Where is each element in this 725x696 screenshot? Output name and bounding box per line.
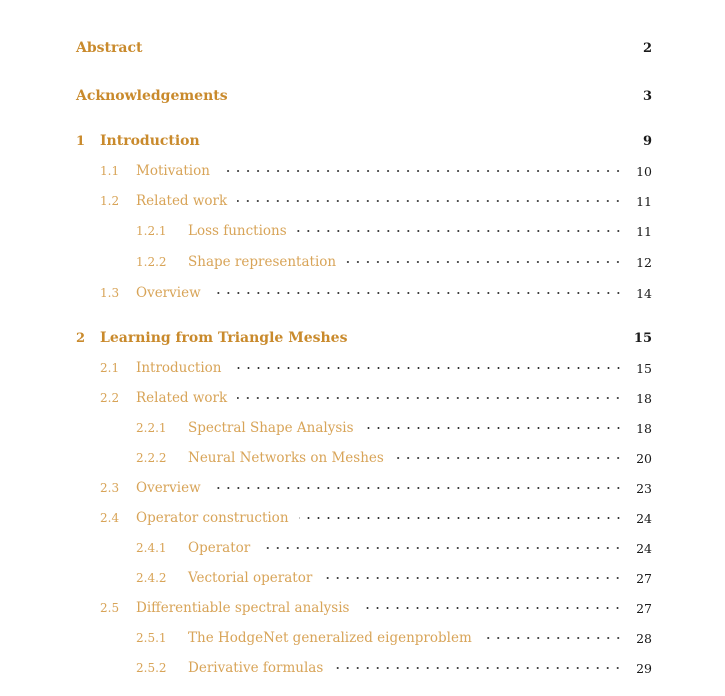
toc-leader-dots — [299, 517, 623, 519]
toc-title: Related work — [136, 390, 228, 406]
toc-page: 23 — [636, 480, 652, 496]
toc-number: 2.2.1 — [136, 421, 167, 435]
toc-page: 27 — [636, 570, 652, 586]
toc-title: Motivation — [136, 163, 210, 179]
toc-page: 3 — [642, 88, 652, 104]
toc-title: Abstract — [76, 40, 143, 56]
toc-number: 2 — [76, 330, 86, 346]
toc-title: Overview — [136, 285, 201, 301]
toc-subsection[interactable] — [0, 566, 725, 590]
toc-title: Operator — [188, 540, 251, 556]
toc-title: Derivative formulas — [188, 660, 324, 676]
toc-entry-abstract[interactable] — [0, 36, 725, 60]
toc-page: 14 — [636, 285, 652, 301]
toc-number: 1.3 — [100, 286, 120, 300]
toc-chapter-2[interactable] — [0, 326, 725, 350]
toc-leader-dots — [333, 667, 623, 669]
toc-title: Related work — [136, 193, 228, 209]
toc-title: Shape representation — [188, 254, 337, 270]
toc-leader-dots — [359, 607, 623, 609]
toc-leader-dots — [394, 457, 623, 459]
toc-page: 10 — [636, 163, 652, 179]
toc-page: 2 — [642, 40, 652, 56]
toc-number: 1.2 — [100, 194, 120, 208]
toc-leader-dots — [237, 397, 623, 399]
toc-number: 1.1 — [100, 164, 120, 178]
toc-leader-dots — [322, 577, 623, 579]
toc-section[interactable] — [0, 356, 725, 380]
toc-title: Spectral Shape Analysis — [188, 420, 354, 436]
toc-number: 1.2.1 — [136, 224, 167, 238]
toc-page: 9 — [642, 133, 652, 149]
toc-title: Operator construction — [136, 510, 289, 526]
toc-leader-dots — [482, 637, 623, 639]
toc-page: 18 — [636, 390, 652, 406]
toc-title: Learning from Triangle Meshes — [100, 330, 348, 346]
toc-section[interactable] — [0, 159, 725, 183]
toc-page: 12 — [636, 254, 652, 270]
toc-page: 18 — [636, 420, 652, 436]
toc-subsection[interactable] — [0, 416, 725, 440]
toc-number: 2.5.2 — [136, 661, 167, 675]
toc-leader-dots — [297, 230, 623, 232]
toc-number: 2.3 — [100, 481, 120, 495]
toc-subsection[interactable] — [0, 656, 725, 680]
toc-number: 2.2 — [100, 391, 120, 405]
toc-page: 29 — [636, 660, 652, 676]
toc-number: 2.5.1 — [136, 631, 167, 645]
toc-entry-acknowledgements[interactable] — [0, 84, 725, 108]
toc-page: 11 — [636, 193, 652, 209]
toc-chapter-1[interactable] — [0, 129, 725, 153]
toc-section[interactable] — [0, 386, 725, 410]
toc-leader-dots — [346, 261, 623, 263]
toc-page: 28 — [636, 630, 652, 646]
toc-number: 2.2.2 — [136, 451, 167, 465]
toc-title: Introduction — [100, 133, 200, 149]
toc-section[interactable] — [0, 476, 725, 500]
toc-leader-dots — [232, 367, 624, 369]
toc-leader-dots — [364, 427, 623, 429]
toc-leader-dots — [260, 547, 623, 549]
toc-leader-dots — [220, 170, 623, 172]
toc-section[interactable] — [0, 596, 725, 620]
toc-page: 20 — [636, 450, 652, 466]
toc-page: 24 — [636, 540, 652, 556]
toc-number: 2.4.2 — [136, 571, 167, 585]
toc-number: 2.4.1 — [136, 541, 167, 555]
toc-page: 15 — [633, 330, 652, 346]
toc-number: 1 — [76, 133, 86, 149]
toc-number: 1.2.2 — [136, 255, 167, 269]
toc-section[interactable] — [0, 281, 725, 305]
toc-page: 11 — [636, 223, 652, 239]
toc-number: 2.5 — [100, 601, 120, 615]
toc-leader-dots — [211, 487, 623, 489]
toc-title: Overview — [136, 480, 201, 496]
toc-page: 27 — [636, 600, 652, 616]
toc-section[interactable] — [0, 506, 725, 530]
toc-number: 2.4 — [100, 511, 120, 525]
toc-title: Introduction — [136, 360, 222, 376]
toc-subsection[interactable] — [0, 446, 725, 470]
toc-leader-dots — [237, 200, 623, 202]
toc-subsection[interactable] — [0, 626, 725, 650]
toc-subsection[interactable] — [0, 536, 725, 560]
toc-subsection[interactable] — [0, 250, 725, 274]
toc-title: Acknowledgements — [76, 88, 228, 104]
toc-number: 2.1 — [100, 361, 120, 375]
toc-title: Differentiable spectral analysis — [136, 600, 350, 616]
toc-subsection[interactable] — [0, 219, 725, 243]
toc-title: Neural Networks on Meshes — [188, 450, 384, 466]
toc-leader-dots — [211, 292, 623, 294]
toc-title: The HodgeNet generalized eigenproblem — [188, 630, 472, 646]
toc-title: Vectorial operator — [188, 570, 313, 586]
toc-page: 15 — [636, 360, 652, 376]
toc-page: 24 — [636, 510, 652, 526]
toc-title: Loss functions — [188, 223, 287, 239]
toc-section[interactable] — [0, 189, 725, 213]
